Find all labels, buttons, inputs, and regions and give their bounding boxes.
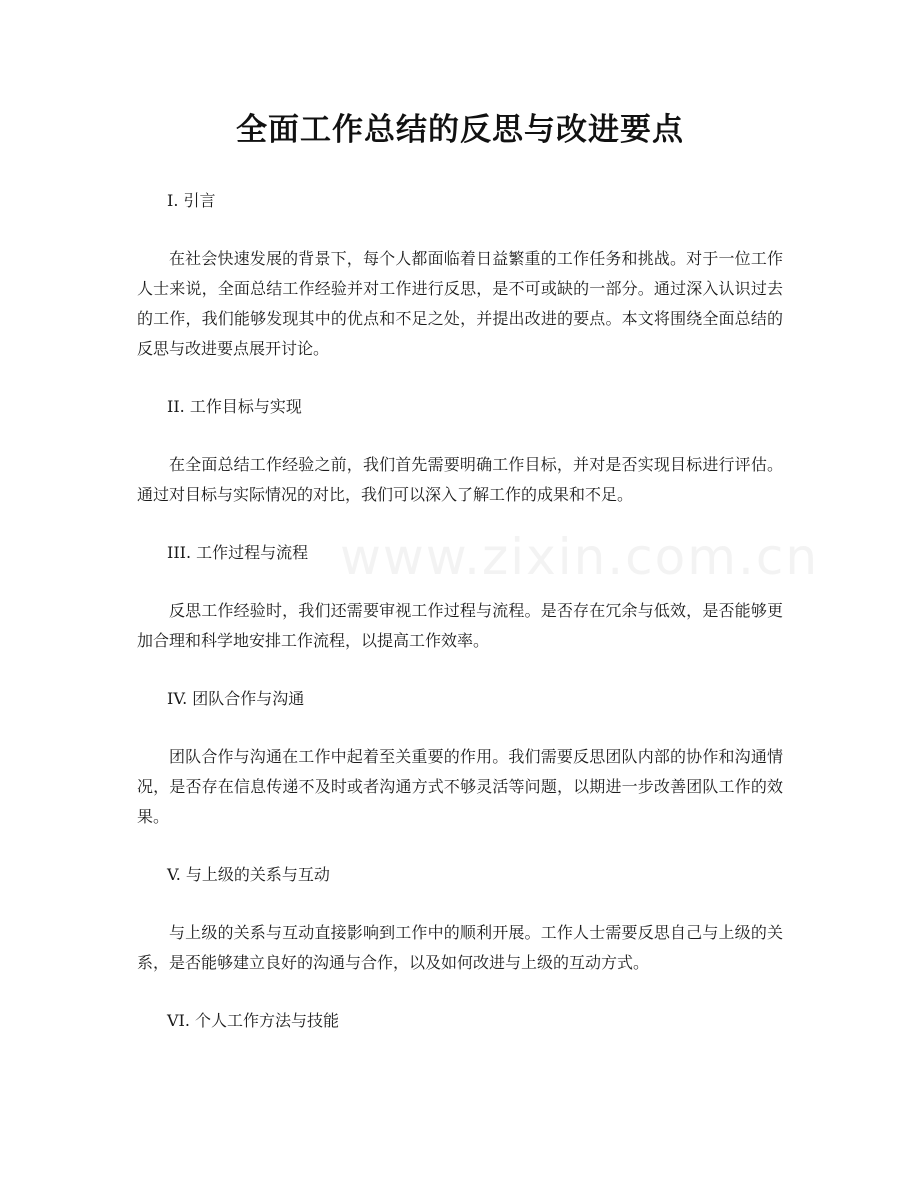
- section-heading: III. 工作过程与流程: [167, 543, 309, 562]
- watermark: www.zixin.com.cn: [340, 528, 820, 586]
- section-heading: II. 工作目标与实现: [167, 397, 302, 416]
- section-intro: [137, 186, 783, 364]
- section-methods: [137, 1006, 783, 1036]
- section-paragraph: 在全面总结工作经验之前，我们首先需要明确工作目标，并对是否实现目标进行评估。通过对目标与实际情况的对比，我们可以深入了解工作的成果和不足。: [137, 455, 783, 504]
- section-teamwork: [137, 684, 783, 832]
- section-heading: V. 与上级的关系与互动: [167, 865, 330, 884]
- page-title: 全面工作总结的反思与改进要点: [236, 112, 684, 148]
- section-goals: [137, 392, 783, 510]
- section-paragraph: 团队合作与沟通在工作中起着至关重要的作用。我们需要反思团队内部的协作和沟通情况，是否存在信息传递不及时或者沟通方式不够灵活等问题，以期进一步改善团队工作的效果。: [137, 747, 783, 826]
- section-heading: I. 引言: [167, 191, 216, 210]
- section-paragraph: 反思工作经验时，我们还需要审视工作过程与流程。是否存在冗余与低效，是否能够更加合理和科学地安排工作流程，以提高工作效率。: [137, 601, 783, 650]
- section-superior: [137, 860, 783, 978]
- section-heading: VI. 个人工作方法与技能: [167, 1011, 340, 1030]
- section-paragraph: 在社会快速发展的背景下，每个人都面临着日益繁重的工作任务和挑战。对于一位工作人士来说，全面总结工作经验并对工作进行反思，是不可或缺的一部分。通过深入认识过去的工作，我们能够发现其中的优点和不足之处，并提出改进的要点。本文将围绕全面总结的反思与改进要点展开讨论。: [137, 249, 783, 358]
- section-process: [137, 538, 783, 656]
- section-heading: IV. 团队合作与沟通: [167, 689, 305, 708]
- section-paragraph: 与上级的关系与互动直接影响到工作中的顺利开展。工作人士需要反思自己与上级的关系，是否能够建立良好的沟通与合作，以及如何改进与上级的互动方式。: [137, 923, 783, 972]
- document-body: [137, 186, 783, 1064]
